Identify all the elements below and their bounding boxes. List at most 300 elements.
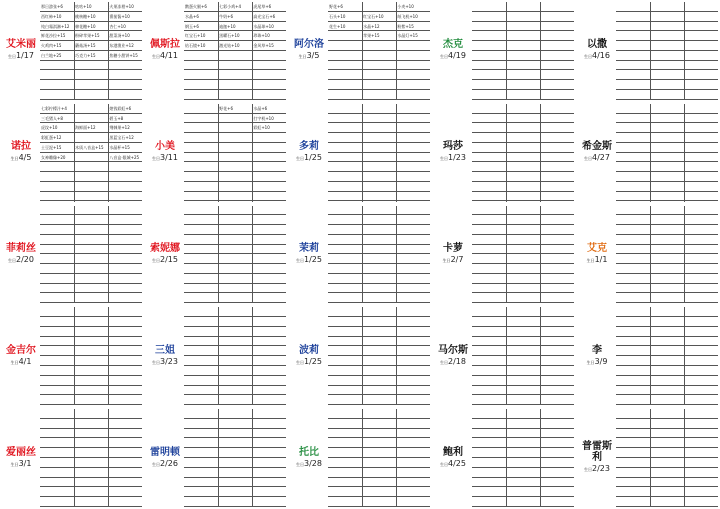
gift-table xyxy=(328,2,430,100)
gift-cell xyxy=(328,264,363,274)
gift-table xyxy=(616,409,718,507)
gift-cell xyxy=(472,215,507,225)
gift-cell xyxy=(616,458,651,468)
gift-cell xyxy=(218,293,253,303)
gift-cell xyxy=(218,215,253,225)
gift-cell xyxy=(74,487,109,497)
gift-cell xyxy=(218,458,253,468)
gift-cell xyxy=(684,487,718,497)
gift-row xyxy=(328,2,430,12)
birthday-date: 3/5 xyxy=(306,51,320,61)
gift-row xyxy=(472,143,574,153)
gift-cell xyxy=(650,51,685,61)
gift-cell: 白兰地+25 xyxy=(41,52,62,58)
gift-cell xyxy=(506,245,541,255)
gift-cell xyxy=(74,429,109,439)
gift-cell xyxy=(74,162,109,172)
gift-row xyxy=(40,206,142,216)
gift-cell: 蘑菇汤+15 xyxy=(75,43,96,49)
gift-cell xyxy=(362,104,397,114)
birthday-date: 4/16 xyxy=(592,51,610,61)
gift-cell xyxy=(616,429,651,439)
gift-row xyxy=(328,293,430,303)
gift-cell xyxy=(472,478,507,488)
gift-cell xyxy=(472,123,507,133)
gift-cell xyxy=(252,366,286,376)
gift-cell xyxy=(362,327,397,337)
gift-cell xyxy=(472,61,507,71)
gift-row xyxy=(40,264,142,274)
gift-cell xyxy=(108,497,142,507)
gift-cell xyxy=(506,409,541,419)
gift-cell xyxy=(252,70,286,80)
gift-cell xyxy=(362,366,397,376)
gift-cell xyxy=(684,162,718,172)
gift-cell xyxy=(684,293,718,303)
gift-cell xyxy=(396,356,430,366)
gift-row xyxy=(328,22,430,32)
gift-cell xyxy=(328,61,363,71)
gift-cell xyxy=(396,346,430,356)
gift-cell: 土豆泥+15 xyxy=(41,144,62,150)
gift-cell xyxy=(540,468,574,478)
gift-row xyxy=(616,356,718,366)
gift-cell xyxy=(218,468,253,478)
gift-cell: 虎尾草+6 xyxy=(253,4,272,9)
gift-cell xyxy=(328,90,363,100)
gift-cell xyxy=(650,429,685,439)
gift-cell xyxy=(218,429,253,439)
character-name-block xyxy=(146,409,184,507)
gift-cell xyxy=(540,284,574,294)
gift-row xyxy=(328,409,430,419)
gift-cell xyxy=(184,61,219,71)
gift-cell xyxy=(684,468,718,478)
gift-cell xyxy=(472,497,507,507)
gift-cell xyxy=(362,133,397,143)
gift-row xyxy=(472,80,574,90)
gift-row xyxy=(616,254,718,264)
gift-row xyxy=(616,133,718,143)
gift-row xyxy=(184,70,286,80)
gift-row xyxy=(328,143,430,153)
gift-cell xyxy=(472,31,507,41)
gift-cell: 石头+10 xyxy=(329,13,346,19)
gift-row xyxy=(40,438,142,448)
gift-cell xyxy=(540,366,574,376)
gift-table xyxy=(184,409,286,507)
gift-cell xyxy=(362,182,397,192)
gift-row xyxy=(472,245,574,255)
gift-row xyxy=(472,153,574,163)
gift-cell xyxy=(506,448,541,458)
gift-cell xyxy=(108,409,142,419)
gift-row xyxy=(616,264,718,274)
gift-cell xyxy=(362,478,397,488)
gift-cell xyxy=(184,133,219,143)
gift-cell xyxy=(218,478,253,488)
gift-cell xyxy=(184,448,219,458)
gift-cell xyxy=(184,429,219,439)
gift-row xyxy=(472,162,574,172)
character-name: 菲莉丝 xyxy=(6,242,36,254)
gift-cell xyxy=(74,133,109,143)
gift-cell xyxy=(328,497,363,507)
gift-cell xyxy=(616,192,651,202)
gift-row xyxy=(328,114,430,124)
gift-cell xyxy=(184,478,219,488)
gift-cell xyxy=(362,123,397,133)
gift-cell xyxy=(218,366,253,376)
gift-cell xyxy=(252,346,286,356)
gift-cell xyxy=(396,245,430,255)
gift-table xyxy=(184,307,286,405)
gift-cell xyxy=(650,153,685,163)
gift-cell xyxy=(218,114,253,124)
gift-row xyxy=(328,376,430,386)
gift-row xyxy=(184,215,286,225)
gift-row xyxy=(472,70,574,80)
birthday xyxy=(440,152,466,164)
gift-cell xyxy=(616,356,651,366)
gift-row xyxy=(328,172,430,182)
gift-row xyxy=(40,215,142,225)
gift-cell xyxy=(472,12,507,22)
gift-cell xyxy=(184,245,219,255)
gift-cell xyxy=(362,225,397,235)
gift-row xyxy=(616,293,718,303)
gift-cell xyxy=(472,172,507,182)
gift-cell xyxy=(650,133,685,143)
gift-row xyxy=(328,356,430,366)
gift-cell xyxy=(616,22,651,32)
gift-cell xyxy=(650,104,685,114)
gift-cell xyxy=(184,254,219,264)
gift-cell xyxy=(506,12,541,22)
gift-table xyxy=(40,206,142,304)
gift-row xyxy=(40,90,142,100)
birthday xyxy=(152,458,178,470)
gift-row xyxy=(472,264,574,274)
gift-cell xyxy=(472,274,507,284)
gift-row xyxy=(472,497,574,507)
gift-cell xyxy=(396,307,430,317)
gift-cell xyxy=(218,448,253,458)
gift-cell xyxy=(362,162,397,172)
birthday-label: 生日 xyxy=(10,359,19,365)
birthday-date: 2/23 xyxy=(592,464,610,474)
gift-cell xyxy=(328,448,363,458)
gift-cell xyxy=(650,478,685,488)
gift-cell xyxy=(184,51,219,61)
birthday xyxy=(11,356,32,368)
character-card xyxy=(578,206,718,304)
gift-row xyxy=(472,487,574,497)
birthday-label: 生日 xyxy=(584,467,593,473)
character-name-block xyxy=(146,206,184,304)
gift-cell xyxy=(218,327,253,337)
gift-cell xyxy=(396,192,430,202)
gift-row xyxy=(616,12,718,22)
gift-row xyxy=(184,395,286,405)
gift-row xyxy=(472,366,574,376)
gift-row xyxy=(184,327,286,337)
gift-row xyxy=(40,346,142,356)
birthday xyxy=(11,152,32,164)
gift-cell xyxy=(184,70,219,80)
gift-row xyxy=(40,468,142,478)
birthday xyxy=(296,152,322,164)
gift-cell xyxy=(650,235,685,245)
birthday-label: 生日 xyxy=(586,359,595,365)
gift-cell xyxy=(218,192,253,202)
character-name-block xyxy=(290,206,328,304)
gift-row xyxy=(472,31,574,41)
gift-cell xyxy=(616,104,651,114)
gift-cell xyxy=(74,409,109,419)
gift-row xyxy=(328,284,430,294)
gift-cell xyxy=(506,468,541,478)
gift-cell xyxy=(650,264,685,274)
character-name: 马尔斯 xyxy=(438,344,468,356)
gift-cell xyxy=(184,497,219,507)
gift-cell xyxy=(540,22,574,32)
gift-cell xyxy=(184,172,219,182)
gift-cell xyxy=(540,264,574,274)
gift-cell xyxy=(506,307,541,317)
gift-cell xyxy=(218,153,253,163)
gift-cell xyxy=(40,80,75,90)
gift-cell xyxy=(328,51,363,61)
gift-cell: 鲜花沙拉+15 xyxy=(41,33,66,39)
gift-cell xyxy=(74,395,109,405)
birthday xyxy=(584,152,610,164)
gift-row xyxy=(184,182,286,192)
gift-cell xyxy=(506,123,541,133)
gift-cell xyxy=(40,182,75,192)
gift-cell xyxy=(506,356,541,366)
birthday-label: 生日 xyxy=(152,461,161,467)
gift-cell xyxy=(540,497,574,507)
gift-cell: 高光宝石+6 xyxy=(253,13,276,19)
gift-cell xyxy=(472,264,507,274)
gift-cell xyxy=(328,245,363,255)
gift-cell xyxy=(396,90,430,100)
gift-row xyxy=(40,172,142,182)
birthday xyxy=(11,458,32,470)
birthday xyxy=(587,356,608,368)
gift-cell xyxy=(616,448,651,458)
birthday xyxy=(152,152,178,164)
gift-row xyxy=(472,376,574,386)
gift-cell xyxy=(252,51,286,61)
gift-row xyxy=(184,419,286,429)
gift-cell xyxy=(108,395,142,405)
gift-cell xyxy=(684,419,718,429)
character-name: 杰克 xyxy=(443,39,463,51)
birthday-date: 4/25 xyxy=(448,458,466,468)
gift-row xyxy=(328,12,430,22)
gift-cell xyxy=(40,429,75,439)
gift-cell xyxy=(328,172,363,182)
gift-cell xyxy=(74,337,109,347)
gift-cell xyxy=(184,104,219,114)
gift-cell xyxy=(540,429,574,439)
gift-row xyxy=(184,114,286,124)
gift-row xyxy=(616,143,718,153)
gift-cell xyxy=(472,245,507,255)
gift-cell xyxy=(650,376,685,386)
gift-cell xyxy=(74,215,109,225)
gift-cell xyxy=(472,307,507,317)
gift-row xyxy=(616,395,718,405)
birthday-label: 生日 xyxy=(440,156,449,162)
gift-cell xyxy=(362,114,397,124)
gift-cell xyxy=(184,114,219,124)
gift-cell xyxy=(328,327,363,337)
gift-cell xyxy=(40,172,75,182)
gift-row xyxy=(40,356,142,366)
gift-cell xyxy=(218,264,253,274)
gift-cell xyxy=(252,356,286,366)
gift-cell xyxy=(396,61,430,71)
gift-cell xyxy=(362,254,397,264)
gift-row xyxy=(40,448,142,458)
gift-cell xyxy=(506,274,541,284)
gift-row xyxy=(328,70,430,80)
gift-cell: 那日游张+6 xyxy=(41,4,63,9)
gift-cell xyxy=(506,337,541,347)
gift-cell xyxy=(40,162,75,172)
gift-cell xyxy=(362,346,397,356)
gift-row xyxy=(328,429,430,439)
gift-row xyxy=(328,245,430,255)
gift-row xyxy=(616,274,718,284)
gift-table xyxy=(616,206,718,304)
character-card xyxy=(146,206,286,304)
gift-cell xyxy=(184,419,219,429)
gift-cell xyxy=(396,458,430,468)
gift-cell xyxy=(506,41,541,51)
gift-cell xyxy=(328,337,363,347)
gift-row xyxy=(184,235,286,245)
gift-cell xyxy=(540,478,574,488)
gift-cell xyxy=(108,458,142,468)
gift-cell xyxy=(540,376,574,386)
gift-cell xyxy=(540,245,574,255)
character-name: 希金斯 xyxy=(582,141,612,153)
gift-cell xyxy=(74,153,109,163)
birthday-label: 生日 xyxy=(8,54,17,60)
gift-table xyxy=(40,2,142,100)
character-card xyxy=(146,307,286,405)
gift-cell xyxy=(40,274,75,284)
gift-row xyxy=(328,317,430,327)
gift-cell xyxy=(472,235,507,245)
gift-row xyxy=(184,497,286,507)
gift-row xyxy=(616,419,718,429)
gift-cell: 水晶灯+15 xyxy=(397,33,418,39)
gift-cell xyxy=(396,409,430,419)
character-card xyxy=(578,307,718,405)
birthday-label: 生日 xyxy=(440,54,449,60)
gift-cell xyxy=(184,293,219,303)
gift-row xyxy=(472,133,574,143)
character-name: 艾米丽 xyxy=(6,39,36,51)
gift-cell xyxy=(74,114,109,124)
gift-cell xyxy=(40,317,75,327)
gift-cell xyxy=(328,153,363,163)
gift-cell: 西红柿+10 xyxy=(41,13,62,19)
gift-cell: 鹅蛋火腿+6 xyxy=(185,4,207,9)
gift-cell: 东港渔业+12 xyxy=(109,43,134,49)
gift-cell xyxy=(650,206,685,216)
gift-cell xyxy=(472,487,507,497)
gift-cell xyxy=(650,307,685,317)
gift-table xyxy=(184,206,286,304)
gift-cell: 打字机+10 xyxy=(253,115,274,121)
gift-cell xyxy=(396,264,430,274)
birthday xyxy=(440,356,466,368)
gift-row xyxy=(40,497,142,507)
gift-cell xyxy=(506,133,541,143)
gift-row xyxy=(184,284,286,294)
gift-cell xyxy=(506,206,541,216)
gift-row xyxy=(40,254,142,264)
gift-cell xyxy=(252,245,286,255)
gift-row xyxy=(40,41,142,51)
gift-cell xyxy=(472,458,507,468)
gift-cell xyxy=(252,90,286,100)
birthday-date: 2/26 xyxy=(160,458,178,468)
gift-cell xyxy=(540,487,574,497)
gift-row xyxy=(40,458,142,468)
gift-row xyxy=(472,61,574,71)
gift-cell xyxy=(328,284,363,294)
gift-cell xyxy=(540,153,574,163)
gift-row xyxy=(40,366,142,376)
gift-row xyxy=(184,153,286,163)
birthday-date: 1/25 xyxy=(304,356,322,366)
gift-cell xyxy=(108,419,142,429)
gift-cell xyxy=(218,133,253,143)
gift-cell xyxy=(396,225,430,235)
gift-cell xyxy=(40,284,75,294)
character-name-block xyxy=(434,2,472,100)
character-name-block xyxy=(290,2,328,100)
character-card xyxy=(434,409,574,507)
gift-row xyxy=(616,478,718,488)
gift-row xyxy=(616,438,718,448)
gift-cell xyxy=(252,284,286,294)
gift-row xyxy=(616,409,718,419)
character-card xyxy=(578,409,718,507)
gift-cell xyxy=(74,458,109,468)
gift-cell: 七彩小鸡+4 xyxy=(219,4,242,9)
gift-row xyxy=(184,162,286,172)
gift-cell xyxy=(218,172,253,182)
character-name-block xyxy=(2,409,40,507)
gift-cell xyxy=(506,153,541,163)
gift-row xyxy=(184,376,286,386)
gift-cell xyxy=(396,133,430,143)
birthday-date: 4/11 xyxy=(160,51,178,61)
gift-row xyxy=(40,235,142,245)
gift-cell xyxy=(218,346,253,356)
gift-cell xyxy=(396,182,430,192)
birthday-label: 生日 xyxy=(152,257,161,263)
gift-row xyxy=(40,192,142,202)
